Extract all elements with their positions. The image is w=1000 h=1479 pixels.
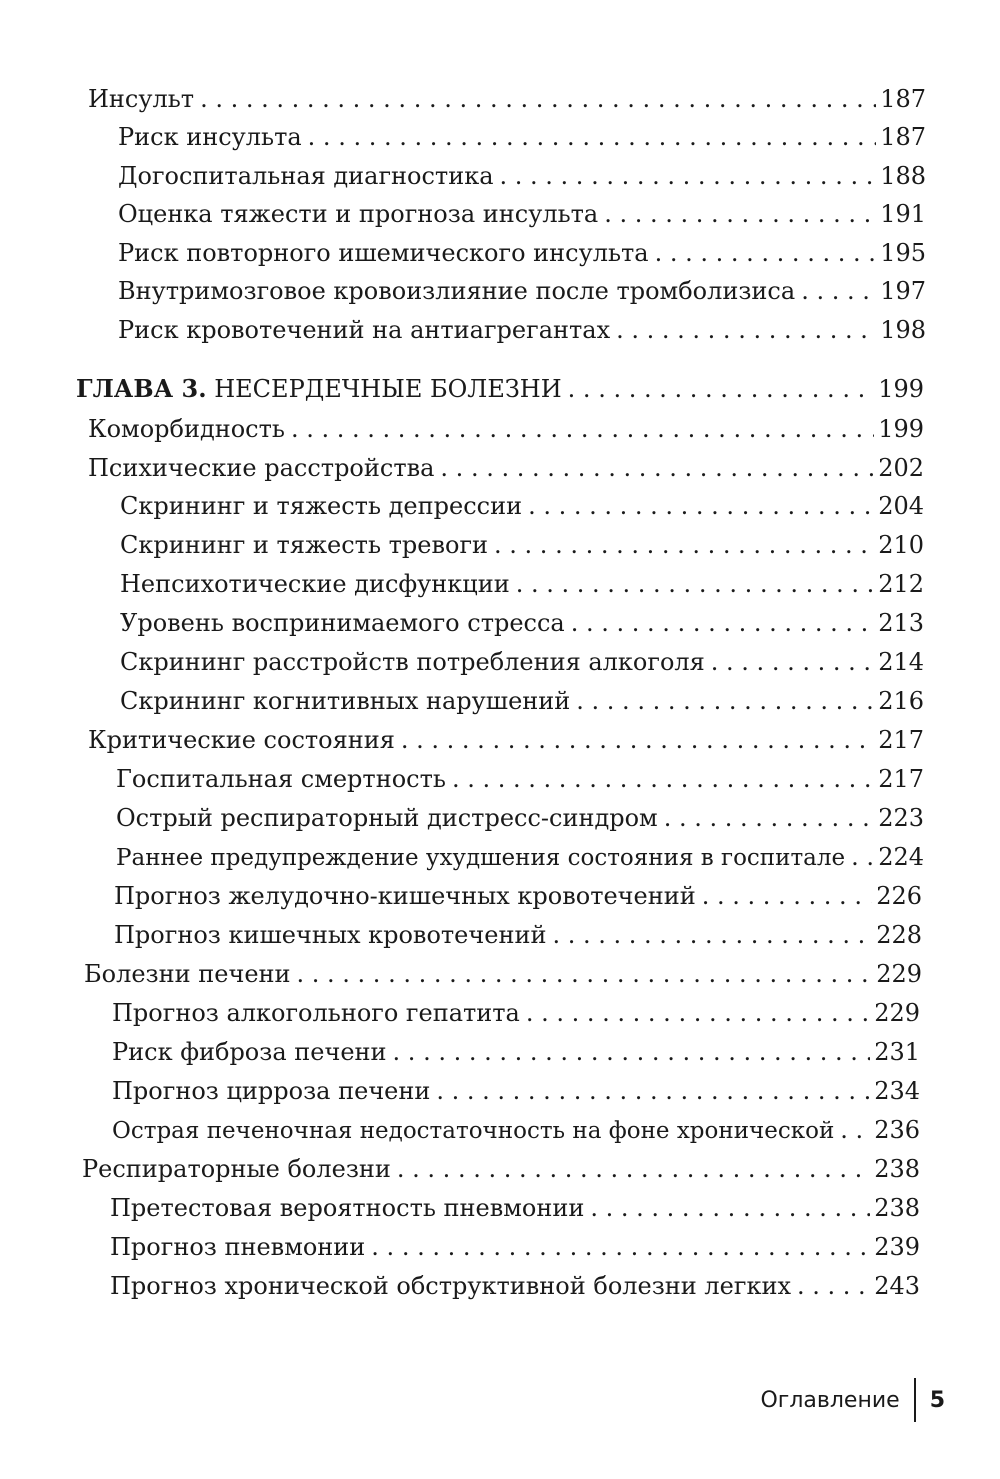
toc-entry-page: 229 — [874, 999, 920, 1027]
dot-leader — [440, 449, 874, 487]
dot-leader — [576, 682, 874, 720]
chapter-label: ГЛАВА 3. — [76, 374, 207, 403]
dot-leader — [526, 994, 870, 1032]
dot-leader — [500, 157, 877, 195]
toc-entry — [88, 449, 924, 487]
toc-chapter-heading — [76, 370, 924, 408]
toc-entry-page: 210 — [878, 531, 924, 559]
toc-entry-title: Оценка тяжести и прогноза инсульта — [118, 200, 599, 228]
toc-entry-page: 223 — [878, 804, 924, 832]
toc-entry-page: 238 — [874, 1194, 920, 1222]
toc-entry — [116, 838, 924, 876]
toc-entry — [110, 1228, 920, 1266]
page-footer — [760, 1378, 945, 1422]
toc-entry-title: Психические расстройства — [88, 454, 435, 482]
toc-entry-title: Скрининг и тяжесть депрессии — [120, 492, 523, 520]
dot-leader — [528, 487, 874, 525]
toc-entry — [118, 118, 926, 156]
toc-entry-title: Внутримозговое кровоизлияние после тромболизиса — [118, 277, 796, 305]
toc-entry-page: 187 — [880, 85, 926, 113]
chapter-name: НЕСЕРДЕЧНЫЕ БОЛЕЗНИ — [214, 375, 562, 403]
toc-entry-title: Догоспитальная диагностика — [118, 162, 494, 190]
toc-entry — [118, 311, 926, 349]
toc-entry-title: Прогноз хронической обструктивной болезни легких — [110, 1272, 791, 1300]
toc-entry-title: Уровень воспринимаемого стресса — [120, 609, 565, 637]
dot-leader — [711, 643, 874, 681]
toc-entry-title: Болезни печени — [84, 960, 291, 988]
toc-entry-page: 216 — [878, 687, 924, 715]
toc-entry-page: 197 — [880, 277, 926, 305]
toc-entry-title: Госпитальная смертность — [116, 765, 446, 793]
chapter-title — [76, 370, 562, 408]
toc-entry-page: 228 — [876, 921, 922, 949]
toc-entry — [116, 760, 924, 798]
toc-entry-title: Прогноз желудочно-кишечных кровотечений — [114, 882, 696, 910]
toc-entry-page: 243 — [874, 1272, 920, 1300]
toc-entry-page: 224 — [878, 843, 924, 871]
toc-entry-title: Острая печеночная недостаточность на фоне хронической — [112, 1118, 835, 1144]
toc-entry-page: 188 — [880, 162, 926, 190]
toc-entry-page: 213 — [878, 609, 924, 637]
toc-entry-page: 234 — [874, 1077, 920, 1105]
toc-entry-title: Прогноз цирроза печени — [112, 1077, 431, 1105]
dot-leader — [200, 80, 876, 118]
toc-entry-title: Риск повторного ишемического инсульта — [118, 239, 649, 267]
dot-leader — [797, 1267, 870, 1305]
toc-entry-page: 217 — [878, 765, 924, 793]
dot-leader — [552, 916, 872, 954]
toc-entry-title: Прогноз кишечных кровотечений — [114, 921, 547, 949]
page-number: 5 — [929, 1387, 945, 1413]
dot-leader — [604, 195, 876, 233]
toc-entry-page: 217 — [878, 726, 924, 754]
dot-leader — [291, 410, 874, 448]
dot-leader — [452, 760, 874, 798]
toc-entry — [118, 195, 926, 233]
dot-leader — [308, 118, 877, 156]
toc-entry — [120, 604, 924, 642]
toc-entry-page: 214 — [878, 648, 924, 676]
toc-entry-page: 198 — [880, 316, 926, 344]
toc-entry-title: Инсульт — [88, 85, 195, 113]
toc-entry-page: 236 — [874, 1116, 920, 1144]
dot-leader — [568, 370, 875, 408]
dot-leader — [494, 526, 874, 564]
toc-entry — [120, 643, 924, 681]
toc-entry-title: Критические состояния — [88, 726, 395, 754]
toc-entry-title: Скрининг и тяжесть тревоги — [120, 531, 489, 559]
toc-entry-title: Прогноз пневмонии — [110, 1233, 366, 1261]
dot-leader — [840, 1111, 870, 1149]
toc-entry — [114, 916, 922, 954]
toc-entry-title: Риск инсульта — [118, 123, 302, 151]
dot-leader — [393, 1033, 871, 1071]
toc-entry-title: Острый респираторный дистресс-синдром — [116, 804, 658, 832]
toc-entry-title: Скрининг когнитивных нарушений — [120, 687, 571, 715]
toc-entry — [112, 1072, 920, 1110]
dot-leader — [401, 721, 874, 759]
dot-leader — [702, 877, 872, 915]
dot-leader — [851, 838, 874, 876]
toc-entry-page: 226 — [876, 882, 922, 910]
toc-entry — [114, 877, 922, 915]
dot-leader — [655, 234, 877, 272]
toc-entry — [82, 1150, 920, 1188]
toc-entry — [112, 1033, 920, 1071]
toc-entry — [118, 157, 926, 195]
toc-entry — [116, 799, 924, 837]
toc-entry — [88, 80, 926, 118]
toc-entry-page: 229 — [876, 960, 922, 988]
toc-entry-page: 199 — [878, 415, 924, 443]
dot-leader — [516, 565, 874, 603]
dot-leader — [297, 955, 873, 993]
toc-entry — [112, 1111, 920, 1149]
running-section-title: Оглавление — [760, 1387, 900, 1413]
toc-entry-title: Респираторные болезни — [82, 1155, 391, 1183]
toc-entry — [110, 1267, 920, 1305]
toc-entry-page: 195 — [880, 239, 926, 267]
toc-entry-title: Непсихотические дисфункции — [120, 570, 510, 598]
toc-entry-page: 199 — [878, 375, 924, 403]
toc-entry — [120, 682, 924, 720]
toc-entry-title: Прогноз алкогольного гепатита — [112, 999, 520, 1027]
toc-entry-title: Скрининг расстройств потребления алкоголя — [120, 648, 705, 676]
dot-leader — [371, 1228, 870, 1266]
toc-entry-title: Риск кровотечений на антиагрегантах — [118, 316, 611, 344]
toc-entry — [120, 565, 924, 603]
toc-entry-page: 239 — [874, 1233, 920, 1261]
toc-entry-page: 204 — [878, 492, 924, 520]
toc-entry-title: Риск фиброза печени — [112, 1038, 387, 1066]
toc-entry — [88, 721, 924, 759]
toc-entry — [112, 994, 920, 1032]
dot-leader — [590, 1189, 870, 1227]
toc-entry-page: 191 — [880, 200, 926, 228]
toc-entry-page: 202 — [878, 454, 924, 482]
toc-entry — [118, 272, 926, 310]
dot-leader — [397, 1150, 870, 1188]
dot-leader — [664, 799, 874, 837]
toc-entry-page: 212 — [878, 570, 924, 598]
dot-leader — [571, 604, 874, 642]
toc-entry-page: 187 — [880, 123, 926, 151]
dot-leader — [436, 1072, 870, 1110]
toc-entry-page: 238 — [874, 1155, 920, 1183]
toc-entry — [120, 487, 924, 525]
dot-leader — [616, 311, 876, 349]
toc-entry — [110, 1189, 920, 1227]
toc-entry-page: 231 — [874, 1038, 920, 1066]
toc-entry-title: Раннее предупреждение ухудшения состояния в госпитале — [116, 845, 846, 871]
toc-entry — [120, 526, 924, 564]
toc-entry — [88, 410, 924, 448]
toc-entry — [118, 234, 926, 272]
toc-entry-title: Претестовая вероятность пневмонии — [110, 1194, 585, 1222]
dot-leader — [801, 272, 876, 310]
toc-entry-title: Коморбидность — [88, 415, 285, 443]
toc-entry — [84, 955, 922, 993]
